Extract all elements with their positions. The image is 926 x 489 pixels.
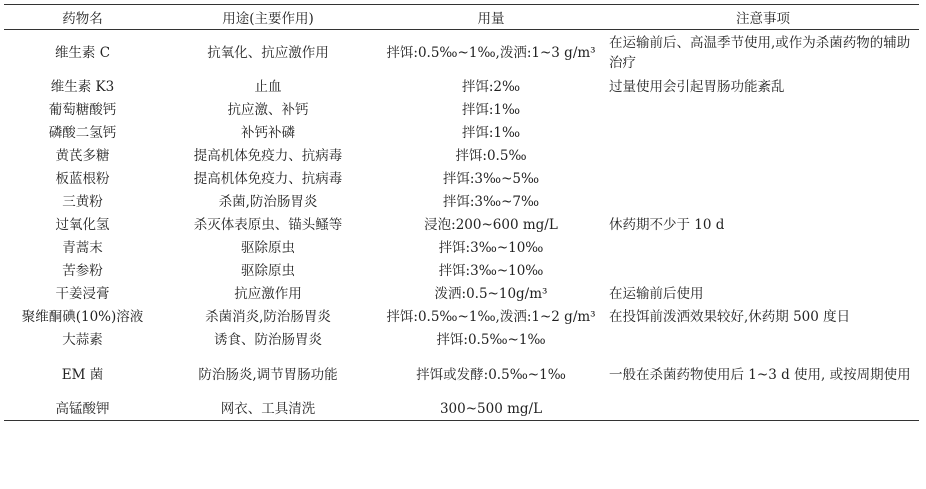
dosage-cell: 拌饵:0.5‰	[455, 148, 527, 164]
drug-name-cell: 葡萄糖酸钙	[48, 102, 117, 118]
usage-cell: 补钙补磷	[241, 125, 295, 141]
usage-cell: 防治肠炎,调节胃肠功能	[198, 366, 338, 383]
drug-name-cell: 过氧化氢	[55, 217, 110, 233]
table-row	[4, 352, 919, 398]
dosage-cell: 拌饵:3‰~10‰	[438, 263, 544, 279]
usage-cell: 杀菌消炎,防治肠胃炎	[205, 309, 331, 325]
dosage-cell: 拌饵:0.5‰~1‰,泼洒:1~2 g/m³	[386, 309, 596, 325]
table-row	[4, 30, 919, 76]
notes-cell	[607, 329, 919, 352]
drug-name-cell: 聚维酮碘(10%)溶液	[21, 309, 144, 325]
dosage-cell: 拌饵:1‰	[461, 125, 521, 141]
dosage-cell: 拌饵:3‰~7‰	[442, 194, 540, 210]
usage-cell: 提高机体免疫力、抗病毒	[193, 148, 343, 164]
drug-name-cell: 青蒿末	[62, 240, 103, 256]
drug-name-cell: 板蓝根粉	[55, 171, 110, 187]
notes-cell: 在投饵前泼洒效果较好,休药期 500 度日	[609, 309, 851, 325]
table-row	[4, 99, 919, 122]
notes-cell: 过量使用会引起胃肠功能紊乱	[609, 79, 785, 95]
dosage-cell: 浸泡:200~600 mg/L	[424, 217, 558, 233]
header-row	[4, 5, 919, 30]
header-usage: 用途(主要作用)	[161, 5, 375, 30]
drug-table	[4, 4, 919, 421]
drug-name-cell: 大蒜素	[62, 332, 103, 348]
notes-cell	[607, 99, 919, 122]
drug-name-cell: 黄芪多糖	[55, 148, 110, 164]
drug-name-cell: 干姜浸膏	[55, 286, 110, 302]
dosage-cell: 拌饵:2‰	[461, 79, 521, 95]
usage-cell: 杀菌,防治肠胃炎	[218, 194, 318, 210]
notes-cell	[607, 260, 919, 283]
drug-name-cell: 磷酸二氢钙	[48, 125, 117, 141]
notes-cell	[607, 398, 919, 421]
usage-cell: 提高机体免疫力、抗病毒	[193, 171, 343, 187]
usage-cell: 驱除原虫	[241, 240, 295, 256]
table-row	[4, 237, 919, 260]
usage-cell: 网衣、工具清洗	[161, 398, 375, 421]
dosage-cell: 拌饵:3‰~10‰	[438, 240, 544, 256]
table-row	[4, 214, 919, 237]
table-row	[4, 76, 919, 99]
notes-cell: 一般在杀菌药物使用后 1~3 d 使用, 或按周期使用	[609, 366, 911, 383]
table-row	[4, 306, 919, 329]
drug-name-cell: 维生素 C	[54, 44, 111, 61]
table-row	[4, 398, 919, 421]
table-row	[4, 191, 919, 214]
notes-cell	[607, 145, 919, 168]
table-row	[4, 145, 919, 168]
table-row	[4, 122, 919, 145]
usage-cell: 抗应激作用	[234, 286, 302, 302]
notes-cell	[607, 122, 919, 145]
table-row	[4, 260, 919, 283]
notes-cell: 休药期不少于 10 d	[609, 217, 725, 233]
drug-name-cell: 苦参粉	[62, 263, 103, 279]
table-row	[4, 283, 919, 306]
dosage-cell: 拌饵:0.5‰~1‰	[436, 332, 546, 348]
table-row	[4, 168, 919, 191]
dosage-cell: 泼洒:0.5~10g/m³	[434, 286, 548, 302]
table-row	[4, 329, 919, 352]
header-dosage: 用量	[375, 5, 607, 30]
usage-cell: 抗氧化、抗应激作用	[207, 44, 329, 61]
usage-cell: 抗应激、补钙	[227, 102, 309, 118]
drug-name-cell: 三黄粉	[62, 194, 103, 210]
header-notes: 注意事项	[607, 5, 919, 30]
dosage-cell: 300~500 mg/L	[375, 398, 607, 421]
dosage-cell: 拌饵:1‰	[461, 102, 521, 118]
drug-name-cell: EM 菌	[61, 366, 104, 383]
notes-cell	[607, 168, 919, 191]
usage-cell: 杀灭体表原虫、锚头鳋等	[193, 217, 343, 233]
notes-cell: 在运输前后使用	[609, 286, 704, 302]
drug-name-cell: 高锰酸钾	[4, 398, 161, 421]
usage-cell: 驱除原虫	[241, 263, 295, 279]
notes-cell	[607, 237, 919, 260]
notes-cell: 在运输前后、高温季节使用,或作为杀菌药物的辅助治疗	[609, 34, 911, 71]
dosage-cell: 拌饵或发酵:0.5‰~1‰	[416, 366, 566, 383]
drug-name-cell: 维生素 K3	[50, 79, 115, 95]
usage-cell: 诱食、防治肠胃炎	[214, 332, 322, 348]
notes-cell	[607, 191, 919, 214]
usage-cell: 止血	[254, 79, 282, 95]
dosage-cell: 拌饵:0.5‰~1‰,泼洒:1~3 g/m³	[386, 44, 596, 61]
header-drug-name: 药物名	[4, 5, 161, 30]
dosage-cell: 拌饵:3‰~5‰	[442, 171, 540, 187]
